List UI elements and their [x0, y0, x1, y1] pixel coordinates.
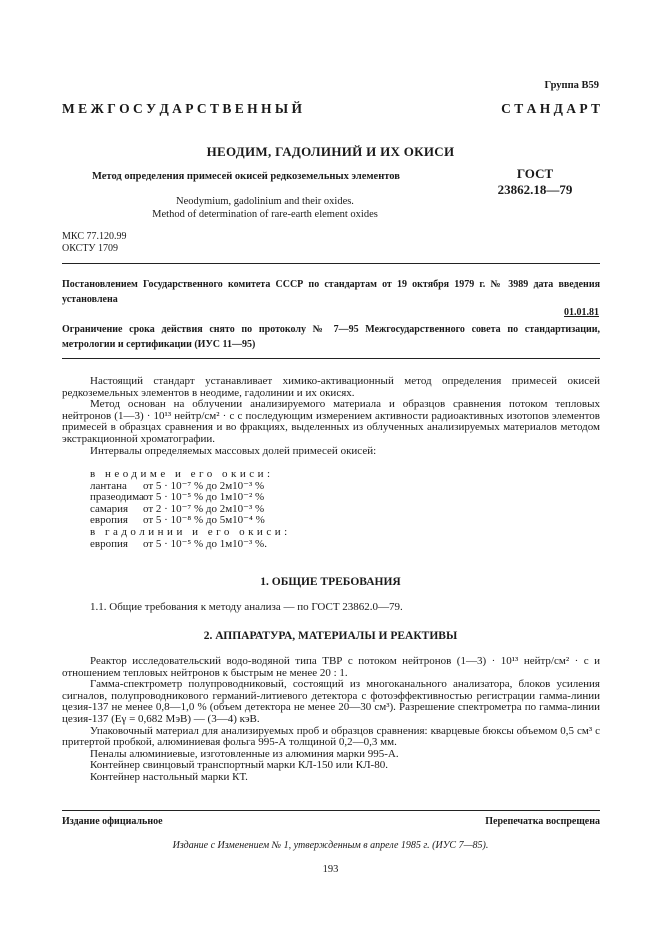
- gost-label: ГОСТ: [516, 166, 554, 181]
- english-title: [100, 195, 430, 221]
- interval-element: европия: [90, 514, 128, 527]
- interval-element: европия: [90, 537, 128, 550]
- section-2-paragraph-1: Реактор исследовательский водо-водяной типа ТВР с потоком нейтронов (1—3) · 10¹³ нейтр/см² · с и отношением тепловых нейтронов к быстрым не менее 20 : 1.: [62, 655, 600, 679]
- intro-paragraph-3: Интервалы определяемых массовых долей примесей окисей:: [90, 444, 377, 457]
- edition-note: Издание с Изменением № 1, утвержденным в апреле 1985 г. (ИУС 7—85).: [172, 840, 489, 851]
- intervals-list: [90, 469, 291, 550]
- gadolinium-heading: в гадолинии и его окиси:: [90, 525, 291, 538]
- interval-range: от 5 · 10⁻⁷ % до 2м10⁻³ %: [143, 479, 265, 492]
- section-2-paragraph-6: Контейнер настольный марки КТ.: [90, 770, 248, 783]
- reprint-prohibited-label: Перепечатка воспрещена: [485, 816, 600, 827]
- section-2-paragraph-2: Гамма-спектрометр полупроводниковый, состоящий из многоканального анализатора, блоков усиления сигналов, полупроводникового германий-литиевого детектора с фотоэффективностью регистрации гамма-линии цезия-137 не менее 0,8—1,0 % (объем детектора не менее 20—30 см³). Разрешение спектрометра по гамма-линии цезия-137 (Eγ = 0,682 МэВ) — (3—4) кэВ.: [62, 678, 600, 725]
- decree-text: Постановлением Государственного комитета СССР по стандартам от 19 октября 1979 г. № 3989 дата введения установлена: [62, 279, 600, 305]
- gost-designation: [485, 166, 585, 198]
- english-title-line-1: Neodymium, gadolinium and their oxides.: [176, 196, 354, 207]
- interval-range: от 5 · 10⁻⁸ % до 5м10⁻⁴ %: [143, 514, 265, 527]
- gost-number: 23862.18—79: [497, 182, 573, 197]
- section-2-paragraph-5: Контейнер свинцовый транспортный марки КЛ-150 или КЛ-80.: [90, 759, 388, 772]
- intro-section: [62, 376, 600, 457]
- interval-range: от 5 · 10⁻⁵ % до 1м10⁻³ %.: [143, 537, 267, 550]
- okstu-code: ОКСТУ 1709: [62, 243, 119, 254]
- section-2-paragraph-3: Упаковочный материал для анализируемых проб и образцов сравнения: кварцевые бюксы объемом 0,5 см³ с притертой пробкой, алюминиевая фольга 995-А толщиной 0,2—0,3 мм.: [62, 724, 600, 749]
- group-code: Группа В59: [544, 80, 599, 91]
- section-2-body: [62, 656, 600, 784]
- section-2-heading: 2. АППАРАТУРА, МАТЕРИАЛЫ И РЕАКТИВЫ: [203, 630, 458, 642]
- divider-bottom: [62, 358, 600, 359]
- section-1-paragraph: 1.1. Общие требования к методу анализа — по ГОСТ 23862.0—79.: [90, 601, 403, 613]
- introduction-date: 01.01.81: [564, 307, 599, 318]
- interval-element: самария: [90, 502, 129, 515]
- section-1-heading: 1. ОБЩИЕ ТРЕБОВАНИЯ: [260, 576, 401, 588]
- divider-top: [62, 263, 600, 264]
- intro-paragraph-2: Метод основан на облучении анализируемого материала и образцов сравнения потоком тепловых нейтронов (1—3) · 10¹³ нейтр/см² · с с последующим измерением активности радиоактивных изотопов элементов примесей в образцах сравнения и во фракциях, выделенных из облученных анализируемых материалов методом экстракционной хроматографии.: [62, 398, 600, 445]
- classification-codes: [62, 231, 126, 255]
- document-title: НЕОДИМ, ГАДОЛИНИЙ И ИХ ОКИСИ: [206, 144, 455, 159]
- divider-footer: [62, 810, 600, 811]
- interval-row: [90, 539, 291, 551]
- banner-word-interstate: М Е Ж Г О С У Д А Р С Т В Е Н Н Ы Й: [62, 101, 303, 116]
- intro-paragraph-1: Настоящий стандарт устанавливает химико-активационный метод определения примесей окисей редкоземельных элементов в неодиме, гадолинии и их окисях.: [62, 375, 600, 399]
- banner-word-standard: С Т А Н Д А Р Т: [501, 101, 600, 116]
- interval-element: лантана: [90, 479, 127, 492]
- interval-range: от 2 · 10⁻⁷ % до 2м10⁻³ %: [143, 502, 265, 515]
- section-2-paragraph-4: Пеналы алюминиевые, изготовленные из алюминия марки 995-А.: [90, 747, 399, 760]
- footer: [62, 816, 600, 827]
- neodymium-heading: в неодиме и его окиси:: [90, 468, 274, 480]
- page-number: 193: [322, 864, 339, 875]
- interval-element: празеодима: [90, 491, 144, 504]
- limitation-note: Ограничение срока действия снято по протоколу № 7—95 Межгосударственного совета по стандартизации, метрологии и сертификации (ИУС 11—95): [62, 324, 600, 350]
- interstate-standard-banner: [62, 101, 600, 117]
- document-subtitle: Метод определения примесей окисей редкоземельных элементов: [92, 171, 400, 182]
- english-title-line-2: Method of determination of rare-earth element oxides: [152, 209, 378, 220]
- mks-code: МКС 77.120.99: [62, 231, 127, 242]
- interval-range: от 5 · 10⁻⁵ % до 1м10⁻² %: [143, 491, 265, 504]
- official-edition-label: Издание официальное: [62, 816, 163, 827]
- section-1-body: [62, 602, 600, 614]
